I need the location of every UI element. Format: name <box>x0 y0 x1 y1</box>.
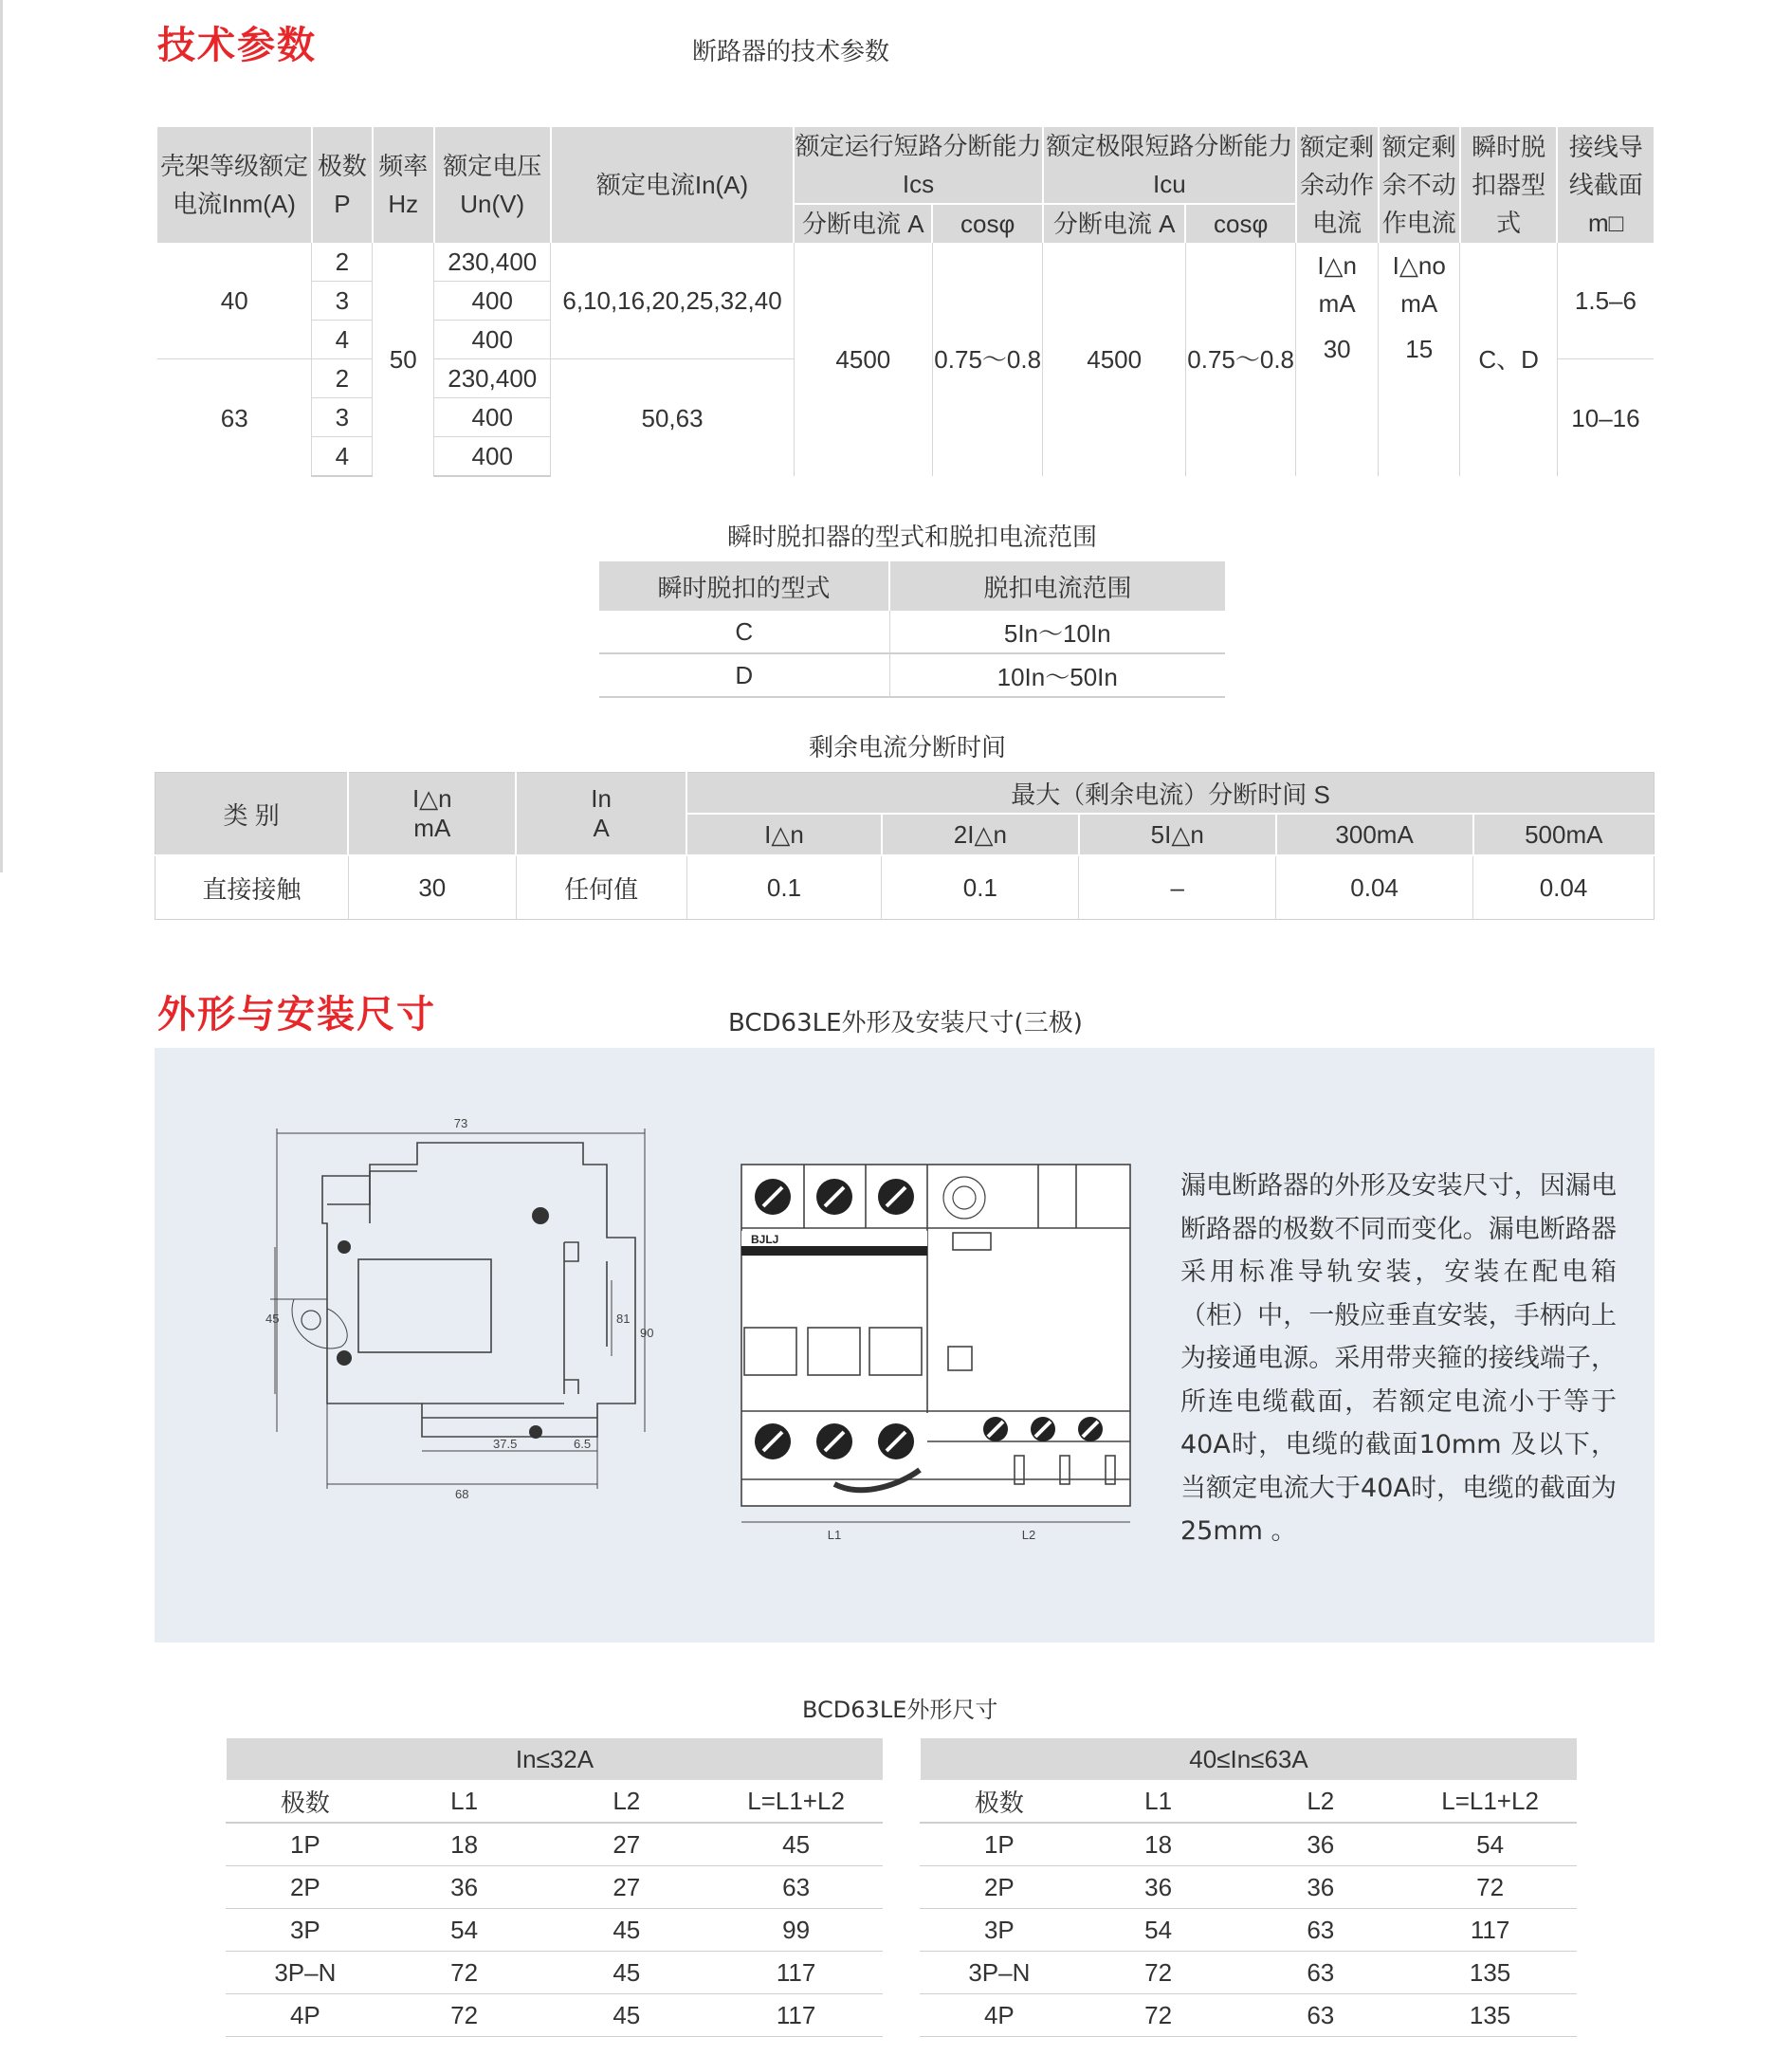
table-cell: 117 <box>1403 1909 1577 1952</box>
header-category: 类 别 <box>155 773 349 856</box>
table3-caption: 剩余电流分断时间 <box>809 734 1007 762</box>
table-cell: 36 <box>1237 1866 1403 1909</box>
frequency-value: 50 <box>373 243 434 476</box>
in-cell: 任何值 <box>516 855 686 920</box>
residual-nonop-cell <box>1379 243 1460 476</box>
section-title-dimensions: 外形与安装尺寸 <box>157 993 436 1037</box>
residual-time-table <box>155 772 1655 920</box>
table-cell: 135 <box>1403 1952 1577 1994</box>
col-header: L=L1+L2 <box>1403 1780 1577 1823</box>
table-cell: 4P <box>920 1994 1079 2037</box>
table-cell: 63 <box>1237 1909 1403 1952</box>
dims-right-title: 40≤In≤63A <box>920 1738 1577 1780</box>
idn-unit: I△n mA <box>1317 251 1358 318</box>
technical-params-table <box>157 127 1654 477</box>
table-cell: 3P–N <box>920 1952 1079 1994</box>
page-left-rule <box>0 0 3 872</box>
table-cell: 63 <box>1237 1994 1403 2037</box>
header-wire-section: 接线导线截面m□ <box>1557 127 1654 243</box>
header-icu: 额定极限短路分断能力Icu <box>1043 127 1296 204</box>
table-cell: 117 <box>709 1952 883 1994</box>
table-cell: 4P <box>226 1994 385 2037</box>
dims-table-63a <box>919 1738 1577 2037</box>
table-cell: 45 <box>709 1823 883 1866</box>
trip-type-cell: D <box>599 653 889 697</box>
table-cell: 1P <box>226 1823 385 1866</box>
header-icu-cos: cosφ <box>1185 204 1295 243</box>
col-header: L2 <box>543 1780 709 1823</box>
table-cell: 72 <box>1079 1952 1238 1994</box>
trip-type-table <box>599 561 1225 698</box>
poles-cell: 4 <box>312 437 373 477</box>
icu-cos-value: 0.75～0.8 <box>1185 243 1295 476</box>
dim-bottom1: 37.5 <box>493 1437 518 1451</box>
time-cell: 0.04 <box>1473 855 1655 920</box>
voltage-cell: 230,400 <box>434 243 551 282</box>
side-view-drawing <box>237 1110 664 1603</box>
table-cell: 18 <box>385 1823 544 1866</box>
time-cell: 0.1 <box>882 855 1079 920</box>
voltage-cell: 230,400 <box>434 359 551 398</box>
col-header: L1 <box>1079 1780 1238 1823</box>
table-cell: 45 <box>543 1909 709 1952</box>
col-header: 极数 <box>226 1780 385 1823</box>
idno-value: 15 <box>1405 335 1434 363</box>
table-cell: 99 <box>709 1909 883 1952</box>
current-range-63: 50,63 <box>551 359 794 477</box>
col-header: L1 <box>385 1780 544 1823</box>
time-cell: 0.1 <box>686 855 882 920</box>
table1-caption: 断路器的技术参数 <box>692 38 890 66</box>
table-cell: 3P <box>920 1909 1079 1952</box>
header-trip-type: 瞬时脱扣的型式 <box>657 573 831 602</box>
wire-40: 1.5–6 <box>1557 243 1654 359</box>
table-cell: 63 <box>709 1866 883 1909</box>
header-rated-voltage: 额定电压Un(V) <box>434 127 551 243</box>
col-header: 极数 <box>920 1780 1079 1823</box>
trip-type-cell: C <box>599 611 889 653</box>
header-residual-nonoperating: 额定剩余不动作电流 <box>1379 127 1460 243</box>
trip-range-cell: 5In～10In <box>889 611 1225 653</box>
sub-header: 2I△n <box>882 814 1079 855</box>
voltage-cell: 400 <box>434 282 551 321</box>
ics-cos-value: 0.75～0.8 <box>932 243 1042 476</box>
frame-63: 63 <box>157 359 312 477</box>
header-max-break-time: 最大（剩余电流）分断时间 S <box>686 773 1654 815</box>
sub-header: I△n <box>686 814 882 855</box>
header-ics-current: 分断电流 A <box>794 204 932 243</box>
table-cell: 36 <box>385 1866 544 1909</box>
table2-caption: 瞬时脱扣器的型式和脱扣电流范围 <box>727 523 1098 552</box>
residual-op-cell <box>1296 243 1379 476</box>
table-cell: 45 <box>543 1952 709 1994</box>
header-frame-rating: 壳架等级额定电流Inm(A) <box>159 152 308 218</box>
brand-label: BJLJ <box>751 1233 779 1246</box>
table-cell: 27 <box>543 1823 709 1866</box>
dim-h2: 81 <box>616 1312 631 1326</box>
icu-current-value: 4500 <box>1043 243 1186 476</box>
table-cell: 2P <box>920 1866 1079 1909</box>
header-frequency: 频率Hz <box>373 127 434 243</box>
table-cell: 63 <box>1237 1952 1403 1994</box>
table-cell: 54 <box>1079 1909 1238 1952</box>
table-cell: 45 <box>543 1994 709 2037</box>
table-cell: 1P <box>920 1823 1079 1866</box>
poles-cell: 2 <box>312 359 373 398</box>
header-in <box>516 773 686 856</box>
table-cell: 27 <box>543 1866 709 1909</box>
header-ics-cos: cosφ <box>932 204 1042 243</box>
current-range-40: 6,10,16,20,25,32,40 <box>551 243 794 359</box>
table-cell: 2P <box>226 1866 385 1909</box>
dim-l1: L1 <box>827 1528 842 1542</box>
header-icu-current: 分断电流 A <box>1043 204 1186 243</box>
time-cell: – <box>1079 855 1276 920</box>
table-cell: 117 <box>709 1994 883 2037</box>
section-title-technical-params: 技术参数 <box>157 24 317 67</box>
voltage-cell: 400 <box>434 437 551 477</box>
col-header: L=L1+L2 <box>709 1780 883 1823</box>
dims-left-title: In≤32A <box>226 1738 883 1780</box>
table-cell: 3P <box>226 1909 385 1952</box>
idn-unit: mA <box>413 814 451 842</box>
header-ics: 额定运行短路分断能力Ics <box>794 127 1043 204</box>
poles-cell: 2 <box>312 243 373 282</box>
dims-caption: BCD63LE外形尺寸 <box>802 1697 998 1723</box>
idno-unit: I△no mA <box>1392 251 1446 318</box>
dim-h3: 90 <box>640 1326 654 1340</box>
table-cell: 36 <box>1237 1823 1403 1866</box>
idn-label: I△n <box>411 784 452 813</box>
poles-cell: 4 <box>312 321 373 359</box>
in-unit: A <box>593 814 610 842</box>
table-cell: 36 <box>1079 1866 1238 1909</box>
dim-top: 73 <box>453 1116 468 1130</box>
trip-types-value: C、D <box>1460 243 1557 476</box>
installation-description: 漏电断路器的外形及安装尺寸，因漏电断路器的极数不同而变化。漏电断路器采用标准导轨安装，安装在配电箱（柜）中，一般应垂直安装，手柄向上为接通电源。采用带夹箍的接线端子，所连电缆截面，若额定电流小于等于40A时，电缆的截面10mm 及以下，当额定电流大于40A时，电缆的截面为25mm 。 <box>1180 1171 1617 1546</box>
header-poles: 极数P <box>312 127 373 243</box>
dim-bottom2: 6.5 <box>574 1437 592 1451</box>
poles-cell: 3 <box>312 398 373 437</box>
table-cell: 54 <box>1403 1823 1577 1866</box>
dim-bottom3: 68 <box>455 1487 469 1501</box>
header-trip-type: 瞬时脱扣器型式 <box>1460 127 1557 243</box>
header-trip-range: 脱扣电流范围 <box>889 561 1225 611</box>
idn-value: 30 <box>1323 335 1351 363</box>
dim-height: 45 <box>265 1312 280 1326</box>
table-cell: 72 <box>1403 1866 1577 1909</box>
ics-current-value: 4500 <box>794 243 932 476</box>
header-idn <box>348 773 516 856</box>
wire-63: 10–16 <box>1557 359 1654 477</box>
table-cell: 18 <box>1079 1823 1238 1866</box>
table-cell: 54 <box>385 1909 544 1952</box>
header-residual-operating: 额定剩余动作电流 <box>1296 127 1379 243</box>
dim-l2: L2 <box>1021 1528 1036 1542</box>
frame-40: 40 <box>220 286 248 315</box>
front-view-drawing <box>730 1157 1147 1574</box>
voltage-cell: 400 <box>434 398 551 437</box>
sub-header: 300mA <box>1276 814 1473 855</box>
dims-table-32a <box>225 1738 883 2037</box>
header-rated-current: 额定电流In(A) <box>551 127 794 243</box>
col-header: L2 <box>1237 1780 1403 1823</box>
time-cell: 0.04 <box>1276 855 1473 920</box>
table-cell: 72 <box>385 1994 544 2037</box>
drawing-caption: BCD63LE外形及安装尺寸(三极) <box>728 1009 1083 1037</box>
table-cell: 135 <box>1403 1994 1577 2037</box>
sub-header: 5I△n <box>1079 814 1276 855</box>
category-cell: 直接接触 <box>202 874 302 904</box>
idn-cell: 30 <box>348 855 516 920</box>
sub-header: 500mA <box>1473 814 1655 855</box>
table-cell: 3P–N <box>226 1952 385 1994</box>
trip-range-cell: 10In～50In <box>889 653 1225 697</box>
poles-cell: 3 <box>312 282 373 321</box>
table-cell: 72 <box>1079 1994 1238 2037</box>
voltage-cell: 400 <box>434 321 551 359</box>
in-label: In <box>591 784 612 813</box>
table-cell: 72 <box>385 1952 544 1994</box>
